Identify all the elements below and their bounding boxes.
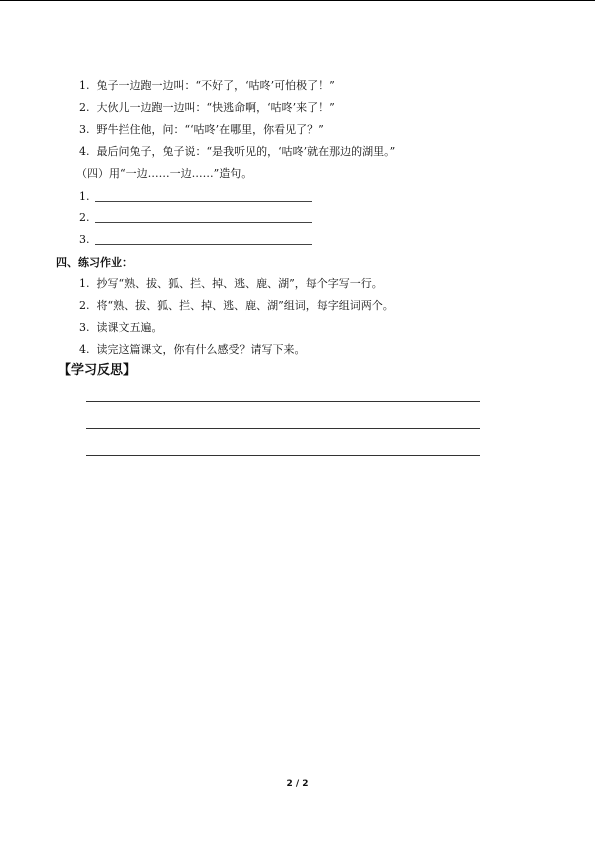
reflection-line-3[interactable] (86, 455, 480, 456)
answer-blank-1[interactable] (95, 201, 312, 202)
homework-text: 读课文五遍。 (96, 321, 163, 334)
homework-item-1 (79, 277, 383, 291)
homework-item-2 (79, 299, 394, 313)
sentence-1 (79, 79, 335, 93)
homework-item-4 (79, 343, 306, 357)
sentence-text: 大伙儿一边跑一边叫：“快逃命啊，‘咕咚’来了！” (96, 101, 335, 114)
answer-blank-2[interactable] (95, 222, 312, 223)
top-border-line (0, 0, 595, 1)
sentence-text: 兔子一边跑一边叫：“不好了，‘咕咚’可怕极了！” (96, 79, 335, 92)
page-number: 2 / 2 (286, 779, 309, 789)
homework-heading: 四、练习作业： (56, 256, 133, 269)
blank-label-3: 3. (79, 233, 90, 246)
sentence-text: 野牛拦住他，问：“‘咕咚’在哪里，你看见了？” (96, 123, 324, 136)
sentence-number: 2. (79, 101, 90, 114)
reflection-line-2[interactable] (86, 428, 480, 429)
homework-number: 1. (79, 277, 90, 290)
homework-text: 读完这篇课文，你有什么感受？请写下来。 (96, 343, 306, 356)
sentence-number: 3. (79, 123, 90, 136)
sentence-text: 最后问兔子，兔子说：“是我听见的，‘咕咚’就在那边的湖里。” (96, 145, 396, 158)
sentence-4 (79, 145, 395, 159)
homework-number: 2. (79, 299, 90, 312)
sentence-number: 4. (79, 145, 90, 158)
section-four-heading: （四）用“一边……一边……”造句。 (76, 167, 253, 180)
sentence-number: 1. (79, 79, 90, 92)
blank-label-1: 1. (79, 190, 90, 203)
homework-item-3 (79, 321, 163, 335)
homework-text: 抄写“熟、拔、狐、拦、掉、逃、鹿、湖”，每个字写一行。 (96, 277, 383, 290)
blank-label-2: 2. (79, 211, 90, 224)
sentence-3 (79, 123, 324, 137)
homework-number: 3. (79, 321, 90, 334)
homework-number: 4. (79, 343, 90, 356)
reflection-heading: 【学习反思】 (58, 363, 137, 378)
sentence-2 (79, 101, 335, 115)
answer-blank-3[interactable] (95, 244, 312, 245)
reflection-line-1[interactable] (86, 401, 480, 402)
homework-text: 将“熟、拔、狐、拦、掉、逃、鹿、湖”组词，每字组词两个。 (96, 299, 394, 312)
